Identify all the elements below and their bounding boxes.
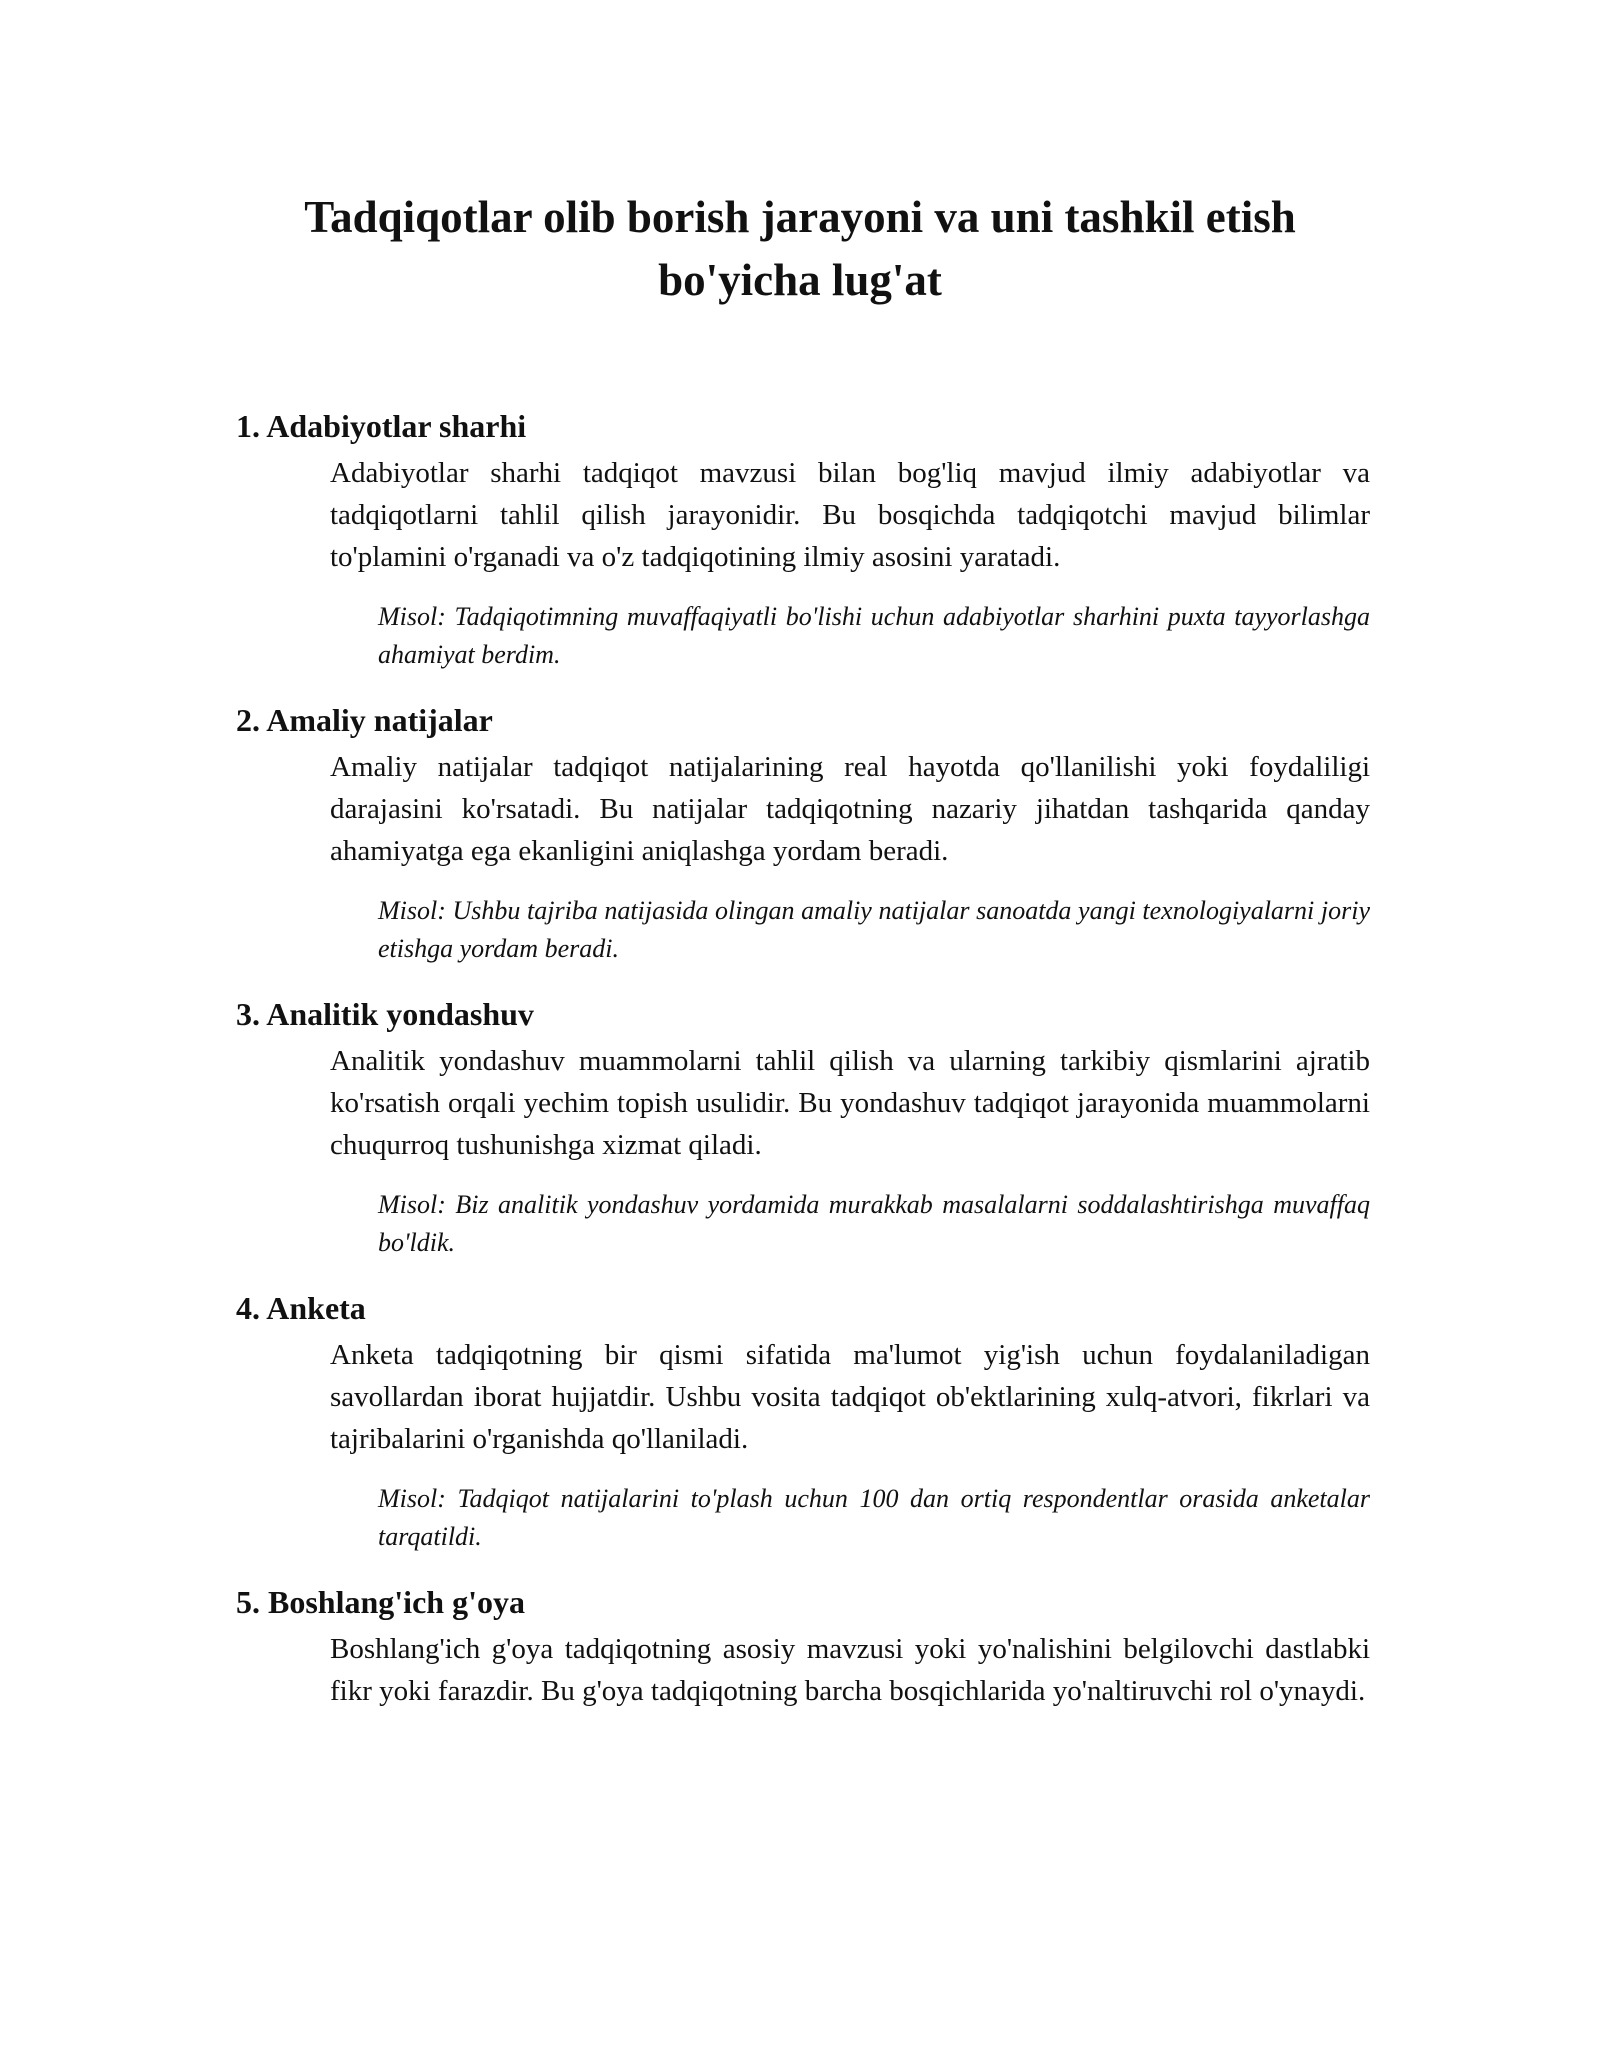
term-definition: Analitik yondashuv muammolarni tahlil qilish va ularning tarkibiy qismlarini ajratib ko'rsatish orqali yechim topish usulidir. Bu yondashuv tadqiqot jarayonida muammolarni chuqurroq tushunishga xizmat qiladi. xyxy=(330,1045,1370,1161)
glossary-entry xyxy=(236,992,1370,1262)
term-example: Misol: Tadqiqot natijalarini to'plash uchun 100 dan ortiq respondentlar orasida anketalar tarqatildi. xyxy=(378,1484,1370,1551)
term-heading: 3. Analitik yondashuv xyxy=(236,996,534,1032)
document-title xyxy=(200,186,1400,312)
term-definition: Boshlang'ich g'oya tadqiqotning asosiy mavzusi yoki yo'nalishini belgilovchi dastlabki fikr yoki farazdir. Bu g'oya tadqiqotning barcha bosqichlarida yo'naltiruvchi rol o'ynaydi. xyxy=(330,1633,1370,1707)
term-heading: 4. Anketa xyxy=(236,1290,366,1326)
document-title-line-2: bo'yicha lug'at xyxy=(658,255,942,305)
term-heading: 2. Amaliy natijalar xyxy=(236,702,493,738)
glossary-entries xyxy=(236,404,1370,1736)
glossary-entry xyxy=(236,698,1370,968)
term-example: Misol: Ushbu tajriba natijasida olingan amaliy natijalar sanoatda yangi texnologiyalarni joriy etishga yordam beradi. xyxy=(378,896,1370,963)
term-definition: Adabiyotlar sharhi tadqiqot mavzusi bilan bog'liq mavjud ilmiy adabiyotlar va tadqiqotlarni tahlil qilish jarayonidir. Bu bosqichda tadqiqotchi mavjud bilimlar to'plamini o'rganadi va o'z tadqiqotining ilmiy asosini yaratadi. xyxy=(330,457,1370,573)
glossary-entry xyxy=(236,404,1370,674)
glossary-entry xyxy=(236,1286,1370,1556)
term-definition: Anketa tadqiqotning bir qismi sifatida ma'lumot yig'ish uchun foydalaniladigan savollardan iborat hujjatdir. Ushbu vosita tadqiqot ob'ektlarining xulq-atvori, fikrlari va tajribalarini o'rganishda qo'llaniladi. xyxy=(330,1339,1370,1455)
term-heading: 5. Boshlang'ich g'oya xyxy=(236,1584,525,1620)
term-heading: 1. Adabiyotlar sharhi xyxy=(236,408,527,444)
term-example: Misol: Tadqiqotimning muvaffaqiyatli bo'lishi uchun adabiyotlar sharhini puxta tayyorlashga ahamiyat berdim. xyxy=(378,602,1370,669)
term-example: Misol: Biz analitik yondashuv yordamida murakkab masalalarni soddalashtirishga muvaffaq bo'ldik. xyxy=(378,1190,1370,1257)
document-title-line-1: Tadqiqotlar olib borish jarayoni va uni tashkil etish xyxy=(304,192,1296,242)
term-definition: Amaliy natijalar tadqiqot natijalarining real hayotda qo'llanilishi yoki foydaliligi darajasini ko'rsatadi. Bu natijalar tadqiqotning nazariy jihatdan tashqarida qanday ahamiyatga ega ekanligini aniqlashga yordam beradi. xyxy=(330,751,1370,867)
glossary-entry xyxy=(236,1580,1370,1712)
